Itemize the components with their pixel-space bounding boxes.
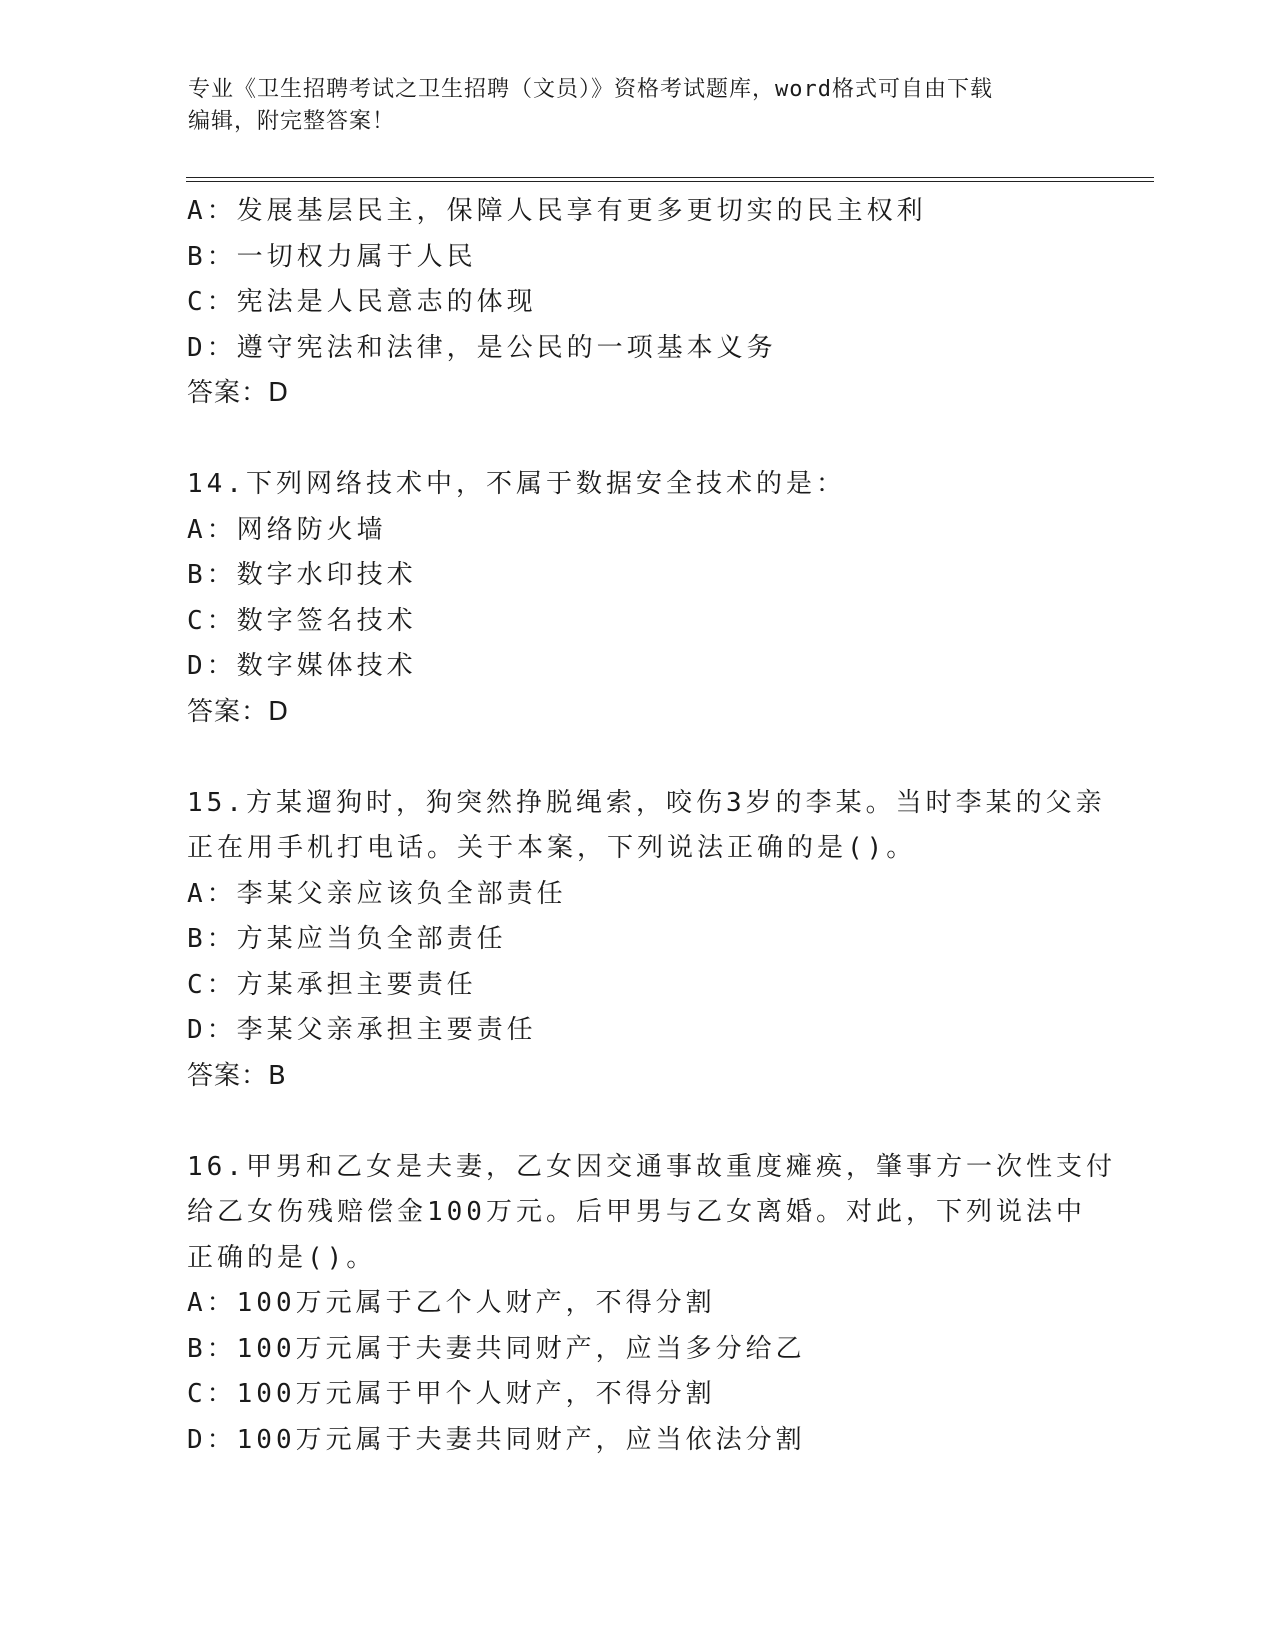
option-b: B：方某应当负全部责任 [187,924,507,954]
question-spacer [187,735,1107,781]
question-stem-line-1: 15.方某遛狗时，狗突然挣脱绳索，咬伤3岁的李某。当时李某的父亲 [187,787,1106,818]
question-spacer [187,417,1107,463]
option-b: B：100万元属于夫妻共同财产，应当多分给乙 [187,1333,806,1364]
question-stem-line-3: 正确的是()。 [187,1242,377,1273]
question-13 [187,189,1107,417]
answer-label: 答案：D [187,378,290,408]
answer-label: 答案：D [187,696,290,727]
question-stem-line-2: 给乙女伤残赔偿金100万元。后甲男与乙女离婚。对此，下列说法中 [187,1197,1086,1227]
option-c: C：方某承担主要责任 [187,969,477,1000]
option-c: C：数字签名技术 [187,605,417,636]
answer-label: 答案：B [187,1060,287,1091]
header-line-2: 编辑，附完整答案！ [188,109,396,134]
question-stem: 14.下列网络技术中，不属于数据安全技术的是： [187,469,846,499]
option-d: D：数字媒体技术 [187,651,417,681]
option-c: C：宪法是人民意志的体现 [187,287,537,317]
document-header [188,74,1088,138]
question-list [187,189,1116,1463]
header-line-1: 专业《卫生招聘考试之卫生招聘（文员）》资格考试题库，word格式可自由下载 [188,77,993,102]
option-a: A：李某父亲应该负全部责任 [187,878,567,909]
option-b: B：数字水印技术 [187,560,417,590]
question-14 [187,462,1107,735]
option-a: A：网络防火墙 [187,514,387,545]
option-d: D：李某父亲承担主要责任 [187,1015,537,1045]
question-stem-line-1: 16.甲男和乙女是夫妻，乙女因交通事故重度瘫痪，肇事方一次性支付 [187,1151,1116,1182]
question-spacer [187,1099,1107,1145]
header-divider [186,177,1154,182]
question-stem-line-2: 正在用手机打电话。关于本案，下列说法正确的是()。 [187,833,917,863]
question-16 [187,1145,1116,1464]
option-d: D：遵守宪法和法律，是公民的一项基本义务 [187,332,777,363]
question-15 [187,781,1107,1100]
option-b: B：一切权力属于人民 [187,241,477,272]
option-a: A：100万元属于乙个人财产，不得分割 [187,1288,716,1318]
option-c: C：100万元属于甲个人财产，不得分割 [187,1379,716,1409]
option-a: A：发展基层民主，保障人民享有更多更切实的民主权利 [187,196,927,226]
option-d: D：100万元属于夫妻共同财产，应当依法分割 [187,1424,806,1455]
